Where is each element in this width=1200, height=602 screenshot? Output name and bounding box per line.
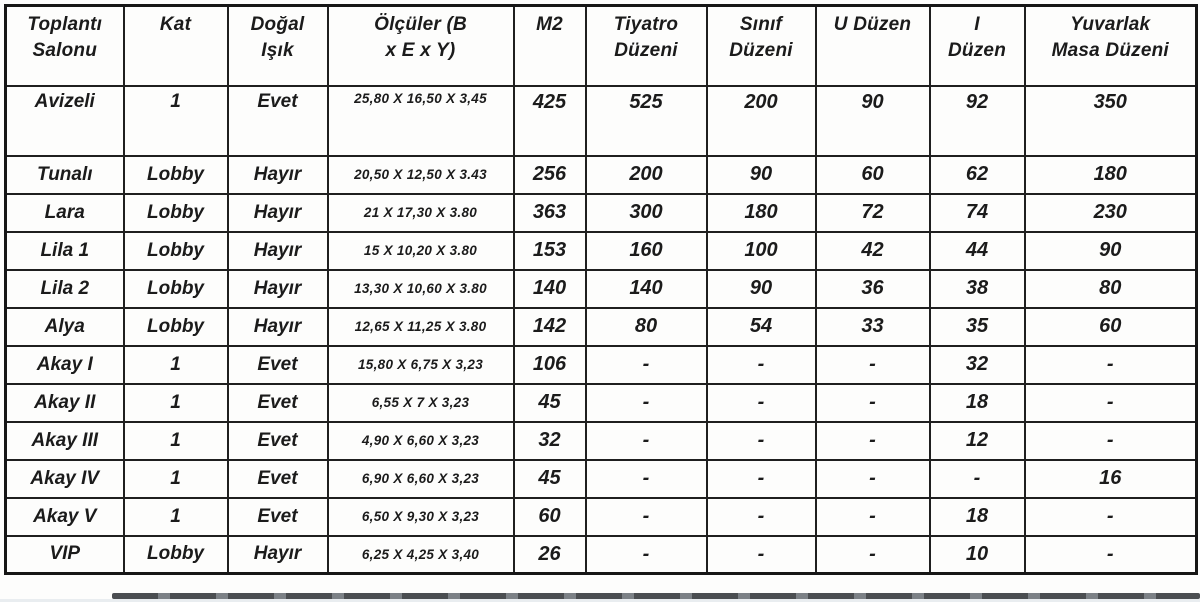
table-row [6, 498, 1197, 536]
header-cell-m2 [514, 6, 586, 86]
cell-yuvarlak-masa-duzeni: - [1025, 498, 1197, 536]
table-row [6, 270, 1197, 308]
header-line: Işık [261, 39, 294, 61]
cell-tiyatro-duzeni: - [586, 498, 707, 536]
cell-m2: 60 [514, 498, 586, 536]
header-cell-dogal-isik [228, 6, 328, 86]
cell-tiyatro-duzeni: 80 [586, 308, 707, 346]
cell-dogal-isik: Evet [228, 384, 328, 422]
table-row [6, 308, 1197, 346]
cell-u-duzen: 42 [816, 232, 930, 270]
header-cell-sinif-duzeni [707, 6, 816, 86]
room-name-cell: VIP [6, 536, 124, 574]
cell-u-duzen: - [816, 384, 930, 422]
header-line: Tiyatro [613, 14, 679, 35]
cell-tiyatro-duzeni: - [586, 460, 707, 498]
cell-yuvarlak-masa-duzeni: 350 [1025, 86, 1197, 156]
header-line: Düzeni [614, 39, 678, 61]
header-line: U Düzen [833, 14, 912, 35]
header-line: Kat [159, 14, 192, 35]
cell-olculer: 6,50 X 9,30 X 3,23 [328, 498, 514, 536]
table-row [6, 384, 1197, 422]
header-line: Doğal [250, 14, 305, 35]
table-row [6, 422, 1197, 460]
cell-dogal-isik: Evet [228, 422, 328, 460]
cell-kat: 1 [124, 86, 228, 156]
room-name-cell: Akay IV [6, 460, 124, 498]
table-row [6, 194, 1197, 232]
cell-m2: 142 [514, 308, 586, 346]
cell-m2: 45 [514, 460, 586, 498]
cell-dogal-isik: Evet [228, 86, 328, 156]
cell-olculer: 25,80 X 16,50 X 3,45 [328, 86, 514, 156]
cell-yuvarlak-masa-duzeni: - [1025, 384, 1197, 422]
cell-tiyatro-duzeni: 140 [586, 270, 707, 308]
cell-m2: 32 [514, 422, 586, 460]
cell-i-duzen: - [930, 460, 1025, 498]
cell-m2: 106 [514, 346, 586, 384]
cell-dogal-isik: Evet [228, 498, 328, 536]
room-name-cell: Lila 1 [6, 232, 124, 270]
cell-i-duzen: 35 [930, 308, 1025, 346]
table-header [6, 6, 1197, 86]
cell-dogal-isik: Evet [228, 460, 328, 498]
cell-kat: 1 [124, 384, 228, 422]
meeting-rooms-table [4, 4, 1198, 575]
header-line: Toplantı [27, 14, 103, 35]
cell-tiyatro-duzeni: - [586, 384, 707, 422]
cell-tiyatro-duzeni: 200 [586, 156, 707, 194]
cell-m2: 26 [514, 536, 586, 574]
cell-yuvarlak-masa-duzeni: 230 [1025, 194, 1197, 232]
cell-dogal-isik: Hayır [228, 270, 328, 308]
cell-kat: Lobby [124, 194, 228, 232]
cell-sinif-duzeni: - [707, 536, 816, 574]
cell-yuvarlak-masa-duzeni: 80 [1025, 270, 1197, 308]
cell-yuvarlak-masa-duzeni: 60 [1025, 308, 1197, 346]
cell-sinif-duzeni: 100 [707, 232, 816, 270]
cell-yuvarlak-masa-duzeni: 180 [1025, 156, 1197, 194]
cell-kat: 1 [124, 422, 228, 460]
room-name-cell: Lila 2 [6, 270, 124, 308]
header-line: Düzen [948, 39, 1006, 61]
cell-yuvarlak-masa-duzeni: 16 [1025, 460, 1197, 498]
scan-edge-artifact [112, 593, 1200, 599]
cell-yuvarlak-masa-duzeni: 90 [1025, 232, 1197, 270]
header-cell-i-duzen [930, 6, 1025, 86]
header-line: x E x Y) [385, 39, 456, 61]
cell-kat: Lobby [124, 536, 228, 574]
header-cell-yuvarlak-masa-duzeni [1025, 6, 1197, 86]
cell-olculer: 20,50 X 12,50 X 3.43 [328, 156, 514, 194]
table-body [6, 86, 1197, 574]
room-name-cell: Tunalı [6, 156, 124, 194]
cell-sinif-duzeni: - [707, 346, 816, 384]
cell-u-duzen: - [816, 346, 930, 384]
header-line: Yuvarlak [1070, 14, 1151, 35]
room-name-cell: Akay I [6, 346, 124, 384]
cell-i-duzen: 74 [930, 194, 1025, 232]
cell-olculer: 6,25 X 4,25 X 3,40 [328, 536, 514, 574]
header-line: M2 [536, 14, 563, 35]
room-name-cell: Avizeli [6, 86, 124, 156]
cell-olculer: 4,90 X 6,60 X 3,23 [328, 422, 514, 460]
cell-olculer: 12,65 X 11,25 X 3.80 [328, 308, 514, 346]
cell-i-duzen: 38 [930, 270, 1025, 308]
cell-i-duzen: 62 [930, 156, 1025, 194]
cell-i-duzen: 44 [930, 232, 1025, 270]
cell-kat: Lobby [124, 270, 228, 308]
header-line: Salonu [32, 39, 98, 61]
cell-tiyatro-duzeni: - [586, 536, 707, 574]
table-row [6, 86, 1197, 156]
cell-yuvarlak-masa-duzeni: - [1025, 346, 1197, 384]
cell-dogal-isik: Hayır [228, 156, 328, 194]
cell-sinif-duzeni: - [707, 422, 816, 460]
cell-i-duzen: 32 [930, 346, 1025, 384]
cell-sinif-duzeni: 90 [707, 270, 816, 308]
header-cell-u-duzen [816, 6, 930, 86]
cell-kat: 1 [124, 346, 228, 384]
cell-u-duzen: 33 [816, 308, 930, 346]
cell-olculer: 6,90 X 6,60 X 3,23 [328, 460, 514, 498]
cell-sinif-duzeni: - [707, 384, 816, 422]
cell-sinif-duzeni: 90 [707, 156, 816, 194]
cell-kat: Lobby [124, 232, 228, 270]
cell-m2: 140 [514, 270, 586, 308]
cell-u-duzen: - [816, 536, 930, 574]
cell-u-duzen: 36 [816, 270, 930, 308]
cell-m2: 256 [514, 156, 586, 194]
cell-dogal-isik: Hayır [228, 232, 328, 270]
header-line: Ölçüler (B [374, 14, 467, 35]
cell-tiyatro-duzeni: 160 [586, 232, 707, 270]
cell-m2: 153 [514, 232, 586, 270]
cell-m2: 425 [514, 86, 586, 156]
cell-kat: Lobby [124, 156, 228, 194]
cell-kat: Lobby [124, 308, 228, 346]
cell-u-duzen: - [816, 422, 930, 460]
cell-i-duzen: 18 [930, 384, 1025, 422]
cell-dogal-isik: Hayır [228, 194, 328, 232]
cell-sinif-duzeni: 200 [707, 86, 816, 156]
cell-u-duzen: - [816, 498, 930, 536]
cell-tiyatro-duzeni: 300 [586, 194, 707, 232]
cell-u-duzen: 60 [816, 156, 930, 194]
header-line: Masa Düzeni [1051, 39, 1169, 61]
cell-sinif-duzeni: 180 [707, 194, 816, 232]
cell-m2: 363 [514, 194, 586, 232]
cell-sinif-duzeni: - [707, 460, 816, 498]
cell-olculer: 6,55 X 7 X 3,23 [328, 384, 514, 422]
room-name-cell: Akay III [6, 422, 124, 460]
table-row [6, 536, 1197, 574]
header-line: I [974, 14, 980, 35]
cell-sinif-duzeni: - [707, 498, 816, 536]
cell-olculer: 21 X 17,30 X 3.80 [328, 194, 514, 232]
cell-sinif-duzeni: 54 [707, 308, 816, 346]
cell-dogal-isik: Hayır [228, 536, 328, 574]
room-name-cell: Akay II [6, 384, 124, 422]
cell-tiyatro-duzeni: - [586, 422, 707, 460]
cell-olculer: 13,30 X 10,60 X 3.80 [328, 270, 514, 308]
cell-u-duzen: 72 [816, 194, 930, 232]
table-row [6, 460, 1197, 498]
room-name-cell: Akay V [6, 498, 124, 536]
table-row [6, 232, 1197, 270]
table-row [6, 156, 1197, 194]
header-cell-toplanti-salonu [6, 6, 124, 86]
cell-i-duzen: 92 [930, 86, 1025, 156]
cell-kat: 1 [124, 498, 228, 536]
header-cell-tiyatro-duzeni [586, 6, 707, 86]
cell-olculer: 15,80 X 6,75 X 3,23 [328, 346, 514, 384]
cell-yuvarlak-masa-duzeni: - [1025, 536, 1197, 574]
room-name-cell: Alya [6, 308, 124, 346]
header-row [6, 6, 1197, 86]
cell-kat: 1 [124, 460, 228, 498]
header-line: Sınıf [739, 14, 783, 35]
cell-tiyatro-duzeni: 525 [586, 86, 707, 156]
cell-tiyatro-duzeni: - [586, 346, 707, 384]
cell-yuvarlak-masa-duzeni: - [1025, 422, 1197, 460]
room-name-cell: Lara [6, 194, 124, 232]
cell-dogal-isik: Hayır [228, 308, 328, 346]
header-cell-kat [124, 6, 228, 86]
cell-i-duzen: 10 [930, 536, 1025, 574]
cell-u-duzen: 90 [816, 86, 930, 156]
header-line: Düzeni [729, 39, 793, 61]
table-row [6, 346, 1197, 384]
cell-olculer: 15 X 10,20 X 3.80 [328, 232, 514, 270]
cell-u-duzen: - [816, 460, 930, 498]
header-cell-olculer [328, 6, 514, 86]
cell-dogal-isik: Evet [228, 346, 328, 384]
cell-m2: 45 [514, 384, 586, 422]
cell-i-duzen: 18 [930, 498, 1025, 536]
cell-i-duzen: 12 [930, 422, 1025, 460]
